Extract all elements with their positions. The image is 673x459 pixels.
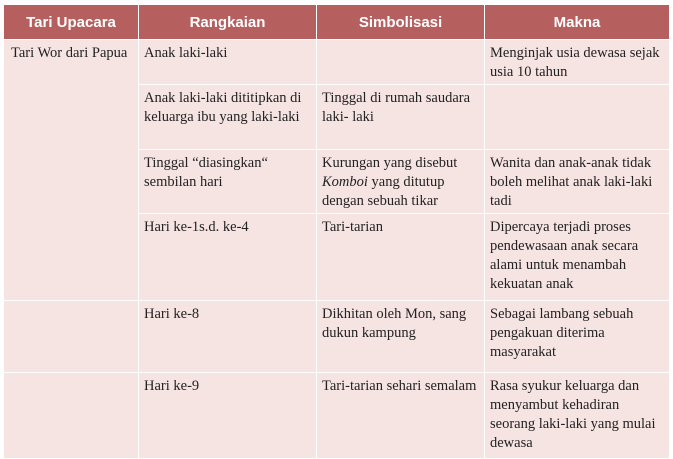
cell-simbolisasi: Tari-tarian sehari semalam bbox=[317, 373, 485, 459]
cell-makna: Sebagai lambang sebuah pengakuan diterima masyarakat bbox=[485, 301, 670, 373]
cell-simbolisasi: Tari-tarian bbox=[317, 214, 485, 301]
cell-rangkaian: Hari ke-1s.d. ke-4 bbox=[139, 214, 317, 301]
cell-tari-upacara: Tari Wor dari Papua bbox=[4, 40, 139, 301]
cell-makna: Rasa syukur keluarga dan menyambut kehadiran seorang laki-laki yang mulai dewasa bbox=[485, 373, 670, 459]
cell-rangkaian: Hari ke-8 bbox=[139, 301, 317, 373]
cell-simbolisasi: Dikhitan oleh Mon, sang dukun kampung bbox=[317, 301, 485, 373]
table-row bbox=[4, 301, 670, 373]
cell-rangkaian: Hari ke-9 bbox=[139, 373, 317, 459]
cell-makna: Wanita dan anak-anak tidak boleh melihat anak laki-laki tadi bbox=[485, 150, 670, 214]
cell-tari-upacara bbox=[4, 301, 139, 373]
table-row bbox=[4, 373, 670, 459]
ritual-dance-table bbox=[3, 4, 670, 459]
simbolisasi-italic-term: Komboi bbox=[322, 174, 368, 190]
cell-makna: Dipercaya terjadi proses pendewasaan anak secara alami untuk menambah kekuatan anak bbox=[485, 214, 670, 301]
cell-rangkaian: Tinggal “diasingkan“ sembilan hari bbox=[139, 150, 317, 214]
header-simbolisasi: Simbolisasi bbox=[317, 5, 485, 40]
cell-rangkaian: Anak laki-laki bbox=[139, 40, 317, 85]
table-row bbox=[4, 40, 670, 85]
header-rangkaian: Rangkaian bbox=[139, 5, 317, 40]
table-header-row bbox=[4, 5, 670, 40]
header-makna: Makna bbox=[485, 5, 670, 40]
cell-simbolisasi bbox=[317, 40, 485, 85]
cell-simbolisasi bbox=[317, 150, 485, 214]
simbolisasi-text-before: Kurungan yang disebut bbox=[322, 155, 458, 171]
cell-rangkaian: Anak laki-laki dititipkan di keluarga ibu yang laki-laki bbox=[139, 85, 317, 150]
cell-simbolisasi: Tinggal di rumah saudara laki- laki bbox=[317, 85, 485, 150]
header-tari-upacara: Tari Upacara bbox=[4, 5, 139, 40]
simbolisasi-text-after: yang ditutup dengan sebuah tikar bbox=[322, 174, 445, 209]
cell-makna: Menginjak usia dewasa sejak usia 10 tahun bbox=[485, 40, 670, 85]
cell-makna bbox=[485, 85, 670, 150]
cell-tari-upacara bbox=[4, 373, 139, 459]
